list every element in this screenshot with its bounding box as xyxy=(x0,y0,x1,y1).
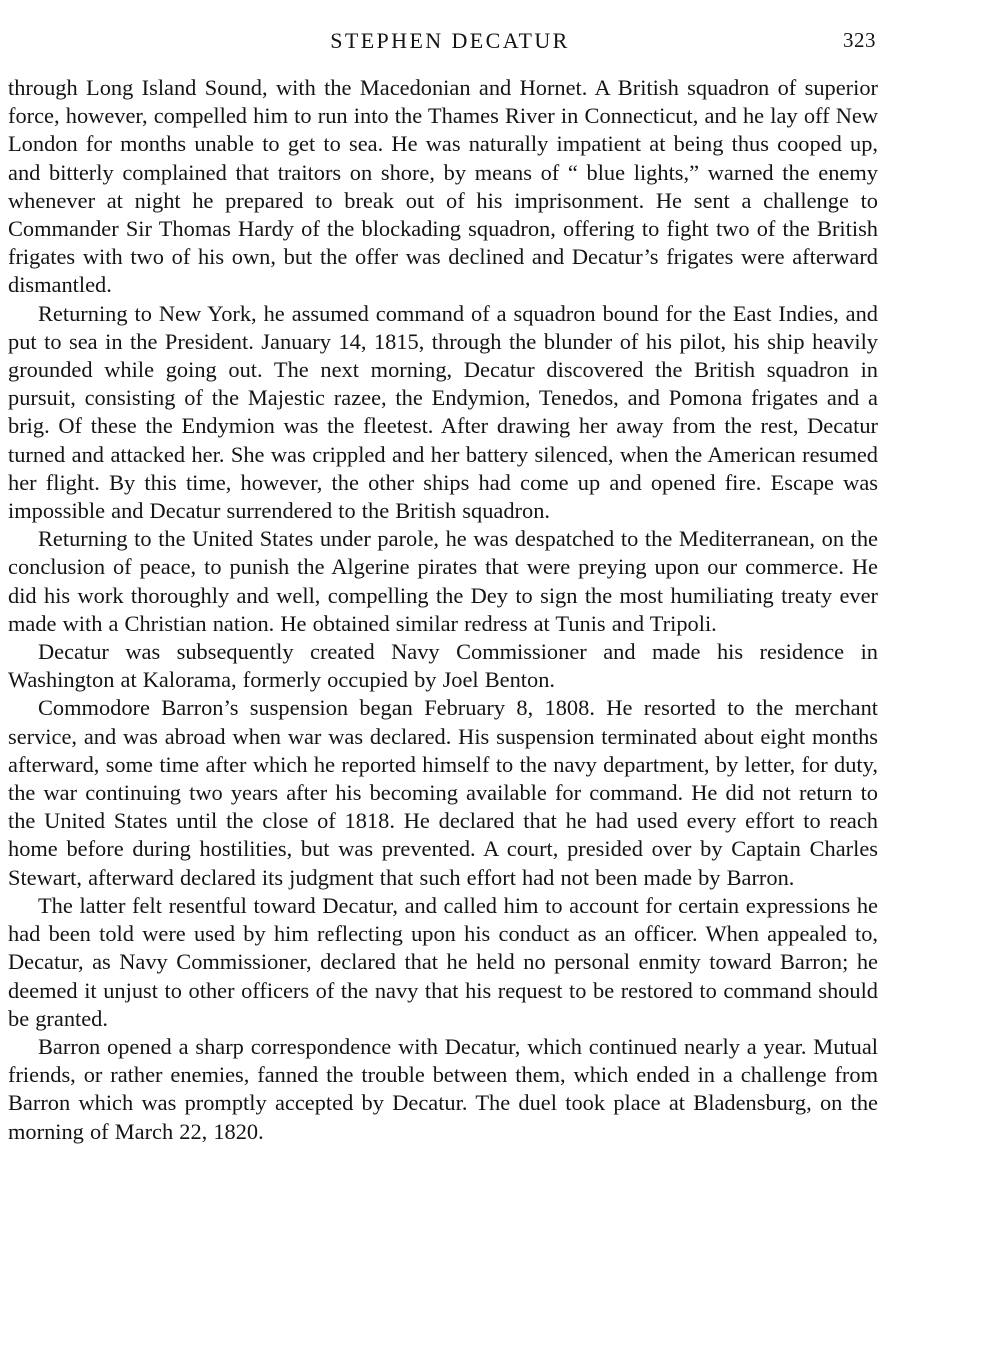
running-head xyxy=(8,24,878,60)
paragraph: Decatur was subsequently created Navy Commissioner and made his residence in Washington at Kalorama, formerly occupied by Joel Benton. xyxy=(8,639,878,693)
paragraph-continued: through Long Island Sound, with the Macedonian and Hornet. A British squadron of superior force, however, compelled him to run into the Thames River in Connecticut, and he lay off New London for months unable to get to sea. He was naturally impatient at being thus cooped up, and bitterly complained that traitors on shore, by means of “ blue lights,” warned the enemy whenever at night he prepared to break out of his imprisonment. He sent a challenge to Commander Sir Thomas Hardy of the blockading squadron, offering to fight two of the British frigates with two of his own, but the offer was declined and Decatur’s frigates were afterward dismantled. xyxy=(8,75,878,298)
paragraph: Returning to New York, he assumed command of a squadron bound for the East Indies, and put to sea in the President. January 14, 1815, through the blunder of his pilot, his ship heavily grounded while going out. The next morning, Decatur discovered the British squadron in pursuit, consisting of the Majestic razee, the Endymion, Tenedos, and Pomona frigates and a brig. Of these the Endymion was the fleetest. After drawing her away from the rest, Decatur turned and attacked her. She was crippled and her battery silenced, when the American resumed her flight. By this time, however, the other ships had come up and opened fire. Escape was impossible and Decatur surrendered to the British squadron. xyxy=(8,300,878,524)
paragraph: Returning to the United States under parole, he was despatched to the Mediterranean, on the conclusion of peace, to punish the Algerine pirates that were preying upon our commerce. He did his work thoroughly and well, compelling the Dey to sign the most humiliating treaty ever made with a Christian nation. He obtained similar redress at Tunis and Tripoli. xyxy=(8,526,878,636)
running-title: STEPHEN DECATUR xyxy=(330,28,570,53)
body-text xyxy=(8,74,878,1146)
paragraph: Commodore Barron’s suspension began February 8, 1808. He resorted to the merchant service, and was abroad when war was declared. His suspension terminated about eight months afterward, some time after which he reported himself to the navy department, by letter, for duty, the war continuing two years after his becoming available for command. He did not return to the United States until the close of 1818. He declared that he had used every effort to reach home before during hostilities, but was prevented. A court, presided over by Captain Charles Stewart, afterward declared its judgment that such effort had not been made by Barron. xyxy=(8,695,878,890)
paragraph: Barron opened a sharp correspondence with Decatur, which continued nearly a year. Mutual friends, or rather enemies, fanned the trouble between them, which ended in a challenge from Barron which was promptly accepted by Decatur. The duel took place at Bladensburg, on the morning of March 22, 1820. xyxy=(8,1033,878,1144)
paragraph: The latter felt resentful toward Decatur, and called him to account for certain expressions he had been told were used by him reflecting upon his conduct as an officer. When appealed to, Decatur, as Navy Commissioner, declared that he held no personal enmity toward Barron; he deemed it unjust to other officers of the navy that his request to be restored to command should be granted. xyxy=(8,892,878,1031)
page-number: 323 xyxy=(843,28,876,52)
book-page xyxy=(8,24,878,1146)
